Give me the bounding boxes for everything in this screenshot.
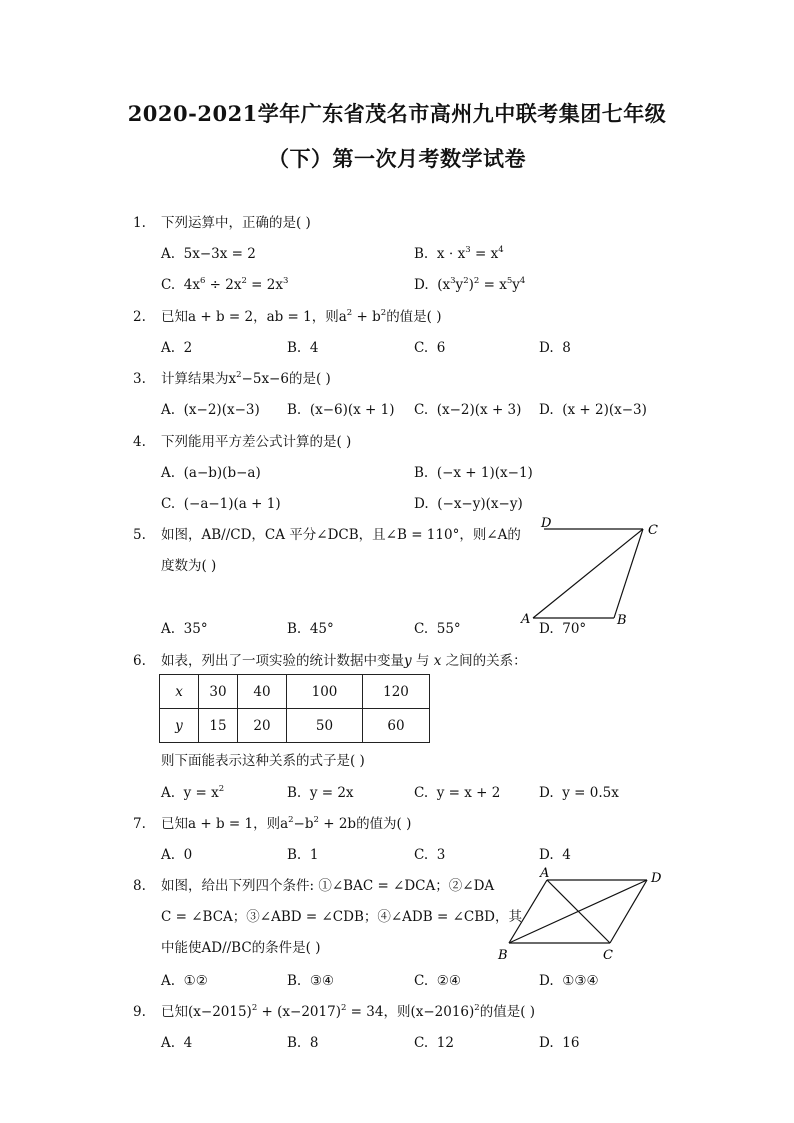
point-label-d: D	[541, 516, 552, 531]
question-stem: 如表，列出了一项实验的统计数据中变量y 与 x 之间的关系：	[161, 653, 527, 669]
option-c[interactable]: C. (x−2)(x + 3)	[414, 402, 522, 418]
option-d[interactable]: D. ①③④	[539, 973, 599, 989]
option-d[interactable]: D. (−x−y)(x−y)	[414, 496, 523, 512]
option-a[interactable]: A. 0	[161, 847, 193, 863]
table-cell: 50	[287, 709, 363, 743]
question-number: 8.	[133, 878, 146, 894]
question-stem: 已知a + b = 2，ab = 1，则$a^2 + b^2$的值是( )	[161, 308, 442, 325]
option-b[interactable]: B. y = 2x	[287, 785, 354, 801]
table-row	[160, 709, 430, 743]
option-d[interactable]: D. (x + 2)(x−3)	[539, 402, 647, 418]
option-d[interactable]: D. y = 0.5x	[539, 785, 619, 801]
option-b[interactable]: B. 8	[287, 1035, 319, 1051]
parallelogram-figure	[492, 862, 672, 968]
parallel-lines-figure	[510, 512, 670, 630]
option-d[interactable]: D. 16	[539, 1035, 580, 1051]
option-d[interactable]: D. 4	[539, 847, 571, 863]
option-c[interactable]: C. 6	[414, 340, 446, 356]
question-number: 4.	[133, 434, 146, 450]
question-stem: 如图，给出下列四个条件: ①∠BAC = ∠DCA；②∠DA	[161, 878, 495, 894]
option-d[interactable]: D. $(x^3y^2)^2 = x^5y^4$	[414, 276, 526, 293]
option-b[interactable]: B. ③④	[287, 973, 335, 989]
option-c[interactable]: C. 3	[414, 847, 446, 863]
question-followup: 则下面能表示这种关系的式子是( )	[161, 753, 365, 769]
table-cell: 120	[363, 675, 430, 709]
question-number: 9.	[133, 1004, 146, 1020]
question-stem-continued: 度数为( )	[161, 558, 217, 574]
question-number: 3.	[133, 371, 146, 387]
point-label-b: B	[498, 948, 508, 963]
option-a[interactable]: A. ①②	[161, 973, 208, 989]
option-a[interactable]: A. 4	[161, 1035, 193, 1051]
option-a[interactable]: A. $y = x^2$	[161, 784, 225, 801]
question-stem: 已知a + b = 1，则$a^2-b^2 + 2b$的值为( )	[161, 815, 412, 832]
question-number: 2.	[133, 309, 146, 325]
point-label-d: D	[651, 871, 662, 886]
option-a[interactable]: A. (a−b)(b−a)	[161, 465, 261, 481]
option-d[interactable]: D. 70°	[539, 621, 587, 637]
question-number: 7.	[133, 816, 146, 832]
option-d[interactable]: D. 8	[539, 340, 571, 356]
question-stem: 如图，AB//CD，CA 平分∠DCB，且∠B = 110°，则∠A的	[161, 527, 521, 543]
table-cell: 100	[287, 675, 363, 709]
option-a[interactable]: A. 35°	[161, 621, 208, 637]
question-number: 6.	[133, 653, 146, 669]
option-c[interactable]: C. 12	[414, 1035, 454, 1051]
question-stem: 计算结果为$x^2-5x-6$的是( )	[161, 370, 331, 387]
page-title-line-1: 2020-2021学年广东省茂名市高州九中联考集团七年级	[127, 101, 667, 126]
table-cell: 20	[238, 709, 287, 743]
question-stem: 下列运算中，正确的是( )	[161, 215, 311, 231]
option-b[interactable]: B. $x \cdot x^3 = x^4$	[414, 245, 504, 262]
point-label-a: A	[521, 612, 531, 627]
question-stem-continued: 中能使AD//BC的条件是( )	[161, 940, 321, 956]
option-c[interactable]: C. (−a−1)(a + 1)	[161, 496, 281, 512]
table-row	[160, 675, 430, 709]
table-cell: 30	[199, 675, 238, 709]
question-stem-continued: C = ∠BCA；③∠ABD = ∠CDB；④∠ADB = ∠CBD，其	[161, 909, 522, 925]
option-a[interactable]: A. 2	[161, 340, 193, 356]
option-b[interactable]: B. 1	[287, 847, 319, 863]
data-table	[159, 674, 430, 743]
option-b[interactable]: B. (−x + 1)(x−1)	[414, 465, 533, 481]
table-cell: 40	[238, 675, 287, 709]
option-c[interactable]: C. y = x + 2	[414, 785, 501, 801]
point-label-b: B	[617, 613, 627, 628]
table-cell: 60	[363, 709, 430, 743]
question-stem: 已知$(x-2015)^2 + (x-2017)^2 = 34$，则$(x-2016)^2$的值是( )	[161, 1003, 536, 1020]
option-a[interactable]: A. (x−2)(x−3)	[161, 402, 260, 418]
option-b[interactable]: B. 4	[287, 340, 319, 356]
question-number: 1.	[133, 215, 146, 231]
point-label-c: C	[603, 948, 613, 963]
option-c[interactable]: C. ②④	[414, 973, 461, 989]
option-c[interactable]: C. 55°	[414, 621, 461, 637]
table-cell: x	[160, 675, 199, 709]
table-cell: y	[160, 709, 199, 743]
point-label-a: A	[540, 866, 550, 881]
option-a[interactable]: A. 5x−3x = 2	[161, 246, 256, 262]
table-cell: 15	[199, 709, 238, 743]
question-stem: 下列能用平方差公式计算的是( )	[161, 434, 352, 450]
point-label-c: C	[648, 523, 658, 538]
option-c[interactable]: C. $4x^6 \div 2x^2 = 2x^3$	[161, 276, 289, 293]
question-number: 5.	[133, 527, 146, 543]
option-b[interactable]: B. 45°	[287, 621, 334, 637]
option-b[interactable]: B. (x−6)(x + 1)	[287, 402, 395, 418]
page-title-line-2: （下）第一次月考数学试卷	[268, 146, 526, 171]
